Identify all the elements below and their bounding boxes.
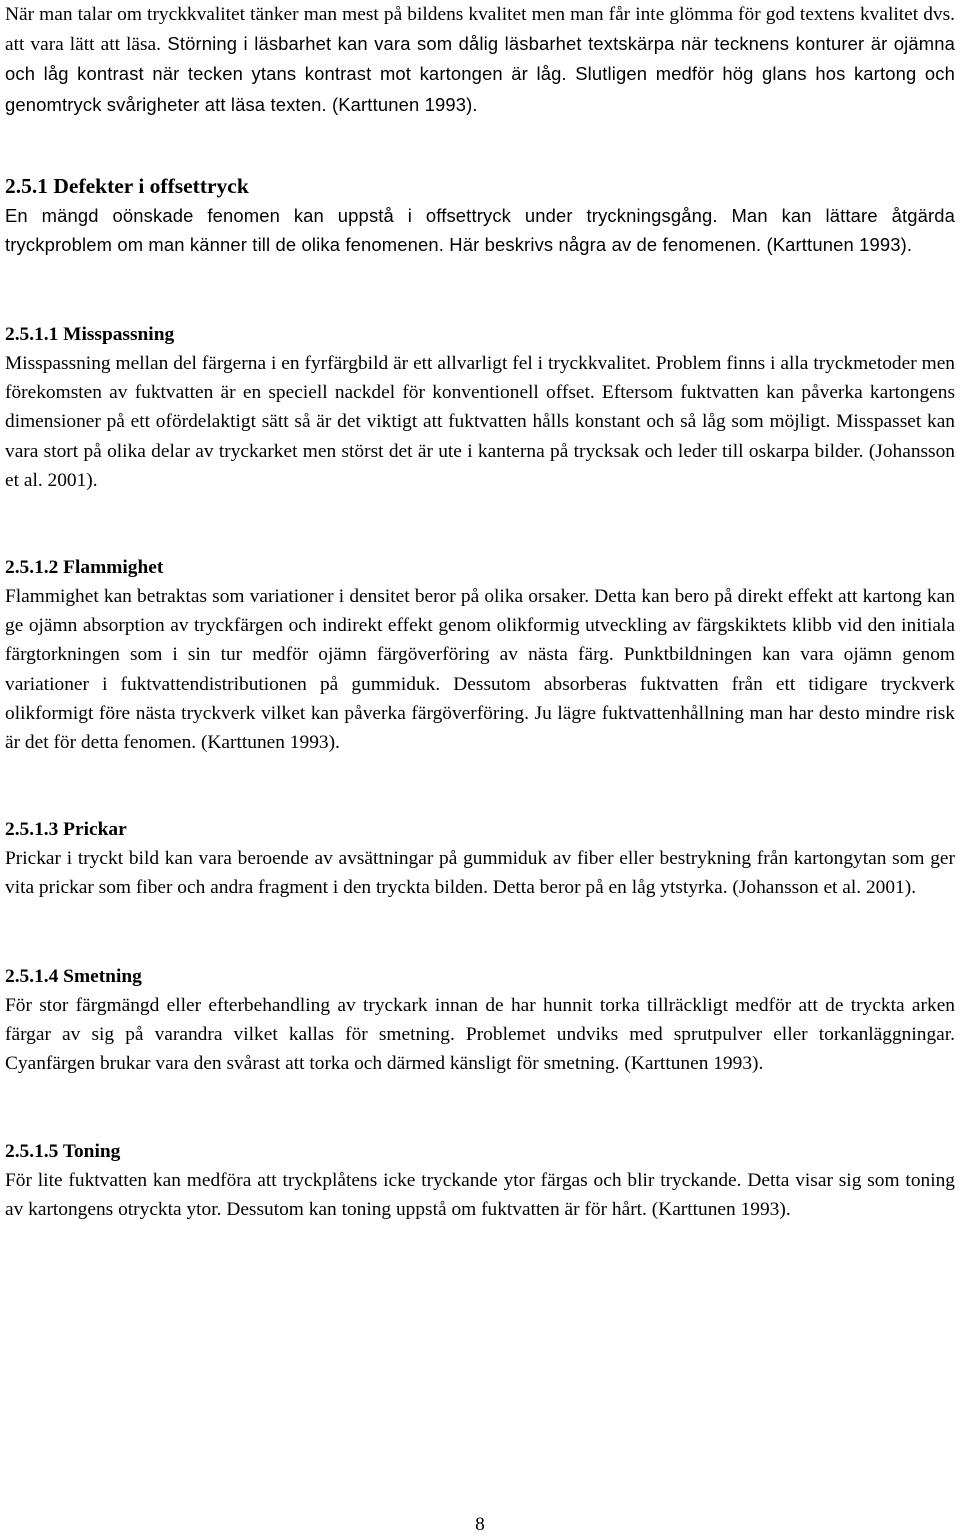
section-heading: 2.5.1.2 Flammighet <box>5 557 164 578</box>
section-2-5-1-5 <box>5 1137 955 1224</box>
intro-text-sans: Störning i läsbarhet kan vara som dålig läsbarhet textskärpa när tecknens konturer är ojämna och låg kontrast när tecken ytans kontrast mot kartongen är låg. Slutligen medför hög glans hos kartong och genomtryck svårigheter att läsa texten. (Karttunen 1993). <box>5 33 955 115</box>
section-paragraph: För stor färgmängd eller efterbehandling av tryckark innan de har hunnit torka tillräckligt medför att de tryckta arken färgar av sig på varandra vilket kallas för smetning. Problemet undviks med sprutpulver eller torkanläggningar. Cyanfärgen brukar vara den svårast att torka och därmed känsligt för smetning. (Karttunen 1993). <box>5 995 955 1075</box>
page-number: 8 <box>475 1514 485 1535</box>
section-2-5-1-2 <box>5 553 955 757</box>
section-2-5-1 <box>5 172 955 259</box>
intro-paragraph <box>5 0 955 120</box>
section-heading: 2.5.1 Defekter i offsettryck <box>5 174 249 198</box>
section-2-5-1-1 <box>5 320 955 495</box>
section-heading: 2.5.1.5 Toning <box>5 1141 121 1162</box>
section-heading: 2.5.1.1 Misspassning <box>5 324 175 345</box>
section-2-5-1-4 <box>5 962 955 1079</box>
section-paragraph: Flammighet kan betraktas som variationer i densitet beror på olika orsaker. Detta kan bero på direkt effekt att kartong kan ge ojämn absorption av tryckfärgen och indirekt effekt genom olikformig utveckling av färgskiktets klibb vid den initiala färgtorkningen som i sin tur medför ojämn färgöverföring av nästa färg. Punktbildningen kan vara ojämn genom variationer i fuktvattendistributionen på gummiduk. Dessutom absorberas fuktvatten från ett tidigare tryckverk olikformigt före nästa tryckverk vilket kan påverka färgöverföring. Ju lägre fuktvattenhållning man har desto mindre risk är det för detta fenomen. (Karttunen 1993). <box>5 586 955 754</box>
intro-text-serif: När man talar om tryckkvalitet tänker man mest på bildens kvalitet men man får inte glömma för god textens kvalitet dvs. att vara lätt att läsa. <box>5 4 955 56</box>
section-heading: 2.5.1.3 Prickar <box>5 819 127 840</box>
section-paragraph: För lite fuktvatten kan medföra att tryckplåtens icke tryckande ytor färgas och blir tryckande. Detta visar sig som toning av kartongens otryckta ytor. Dessutom kan toning uppstå om fuktvatten är för hårt. (Karttunen 1993). <box>5 1170 955 1221</box>
section-paragraph: Prickar i tryckt bild kan vara beroende av avsättningar på gummiduk av fiber eller bestrykning från kartongytan som ger vita prickar som fiber och andra fragment i den tryckta bilden. Detta beror på en låg ytstyrka. (Johansson et al. 2001). <box>5 848 955 899</box>
section-paragraph: En mängd oönskade fenomen kan uppstå i offsettryck under tryckningsgång. Man kan lättare åtgärda tryckproblem om man känner till de olika fenomenen. Här beskrivs några av de fenomenen. (Karttunen 1993). <box>5 205 955 256</box>
section-heading: 2.5.1.4 Smetning <box>5 966 142 987</box>
section-2-5-1-3 <box>5 815 955 902</box>
section-paragraph: Misspassning mellan del färgerna i en fyrfärgbild är ett allvarligt fel i tryckkvalitet. Problem finns i alla tryckmetoder men förekomsten av fuktvatten är en speciell nackdel för konventionell offset. Eftersom fuktvatten kan påverka kartongens dimensioner på ett ofördelaktigt sätt så är det viktigt att fuktvatten hålls konstant och så låg som möjligt. Misspasset kan vara stort på olika delar av tryckarket men störst det är ute i kanterna på trycksak och leder till oskarpa bilder. (Johansson et al. 2001). <box>5 353 955 491</box>
